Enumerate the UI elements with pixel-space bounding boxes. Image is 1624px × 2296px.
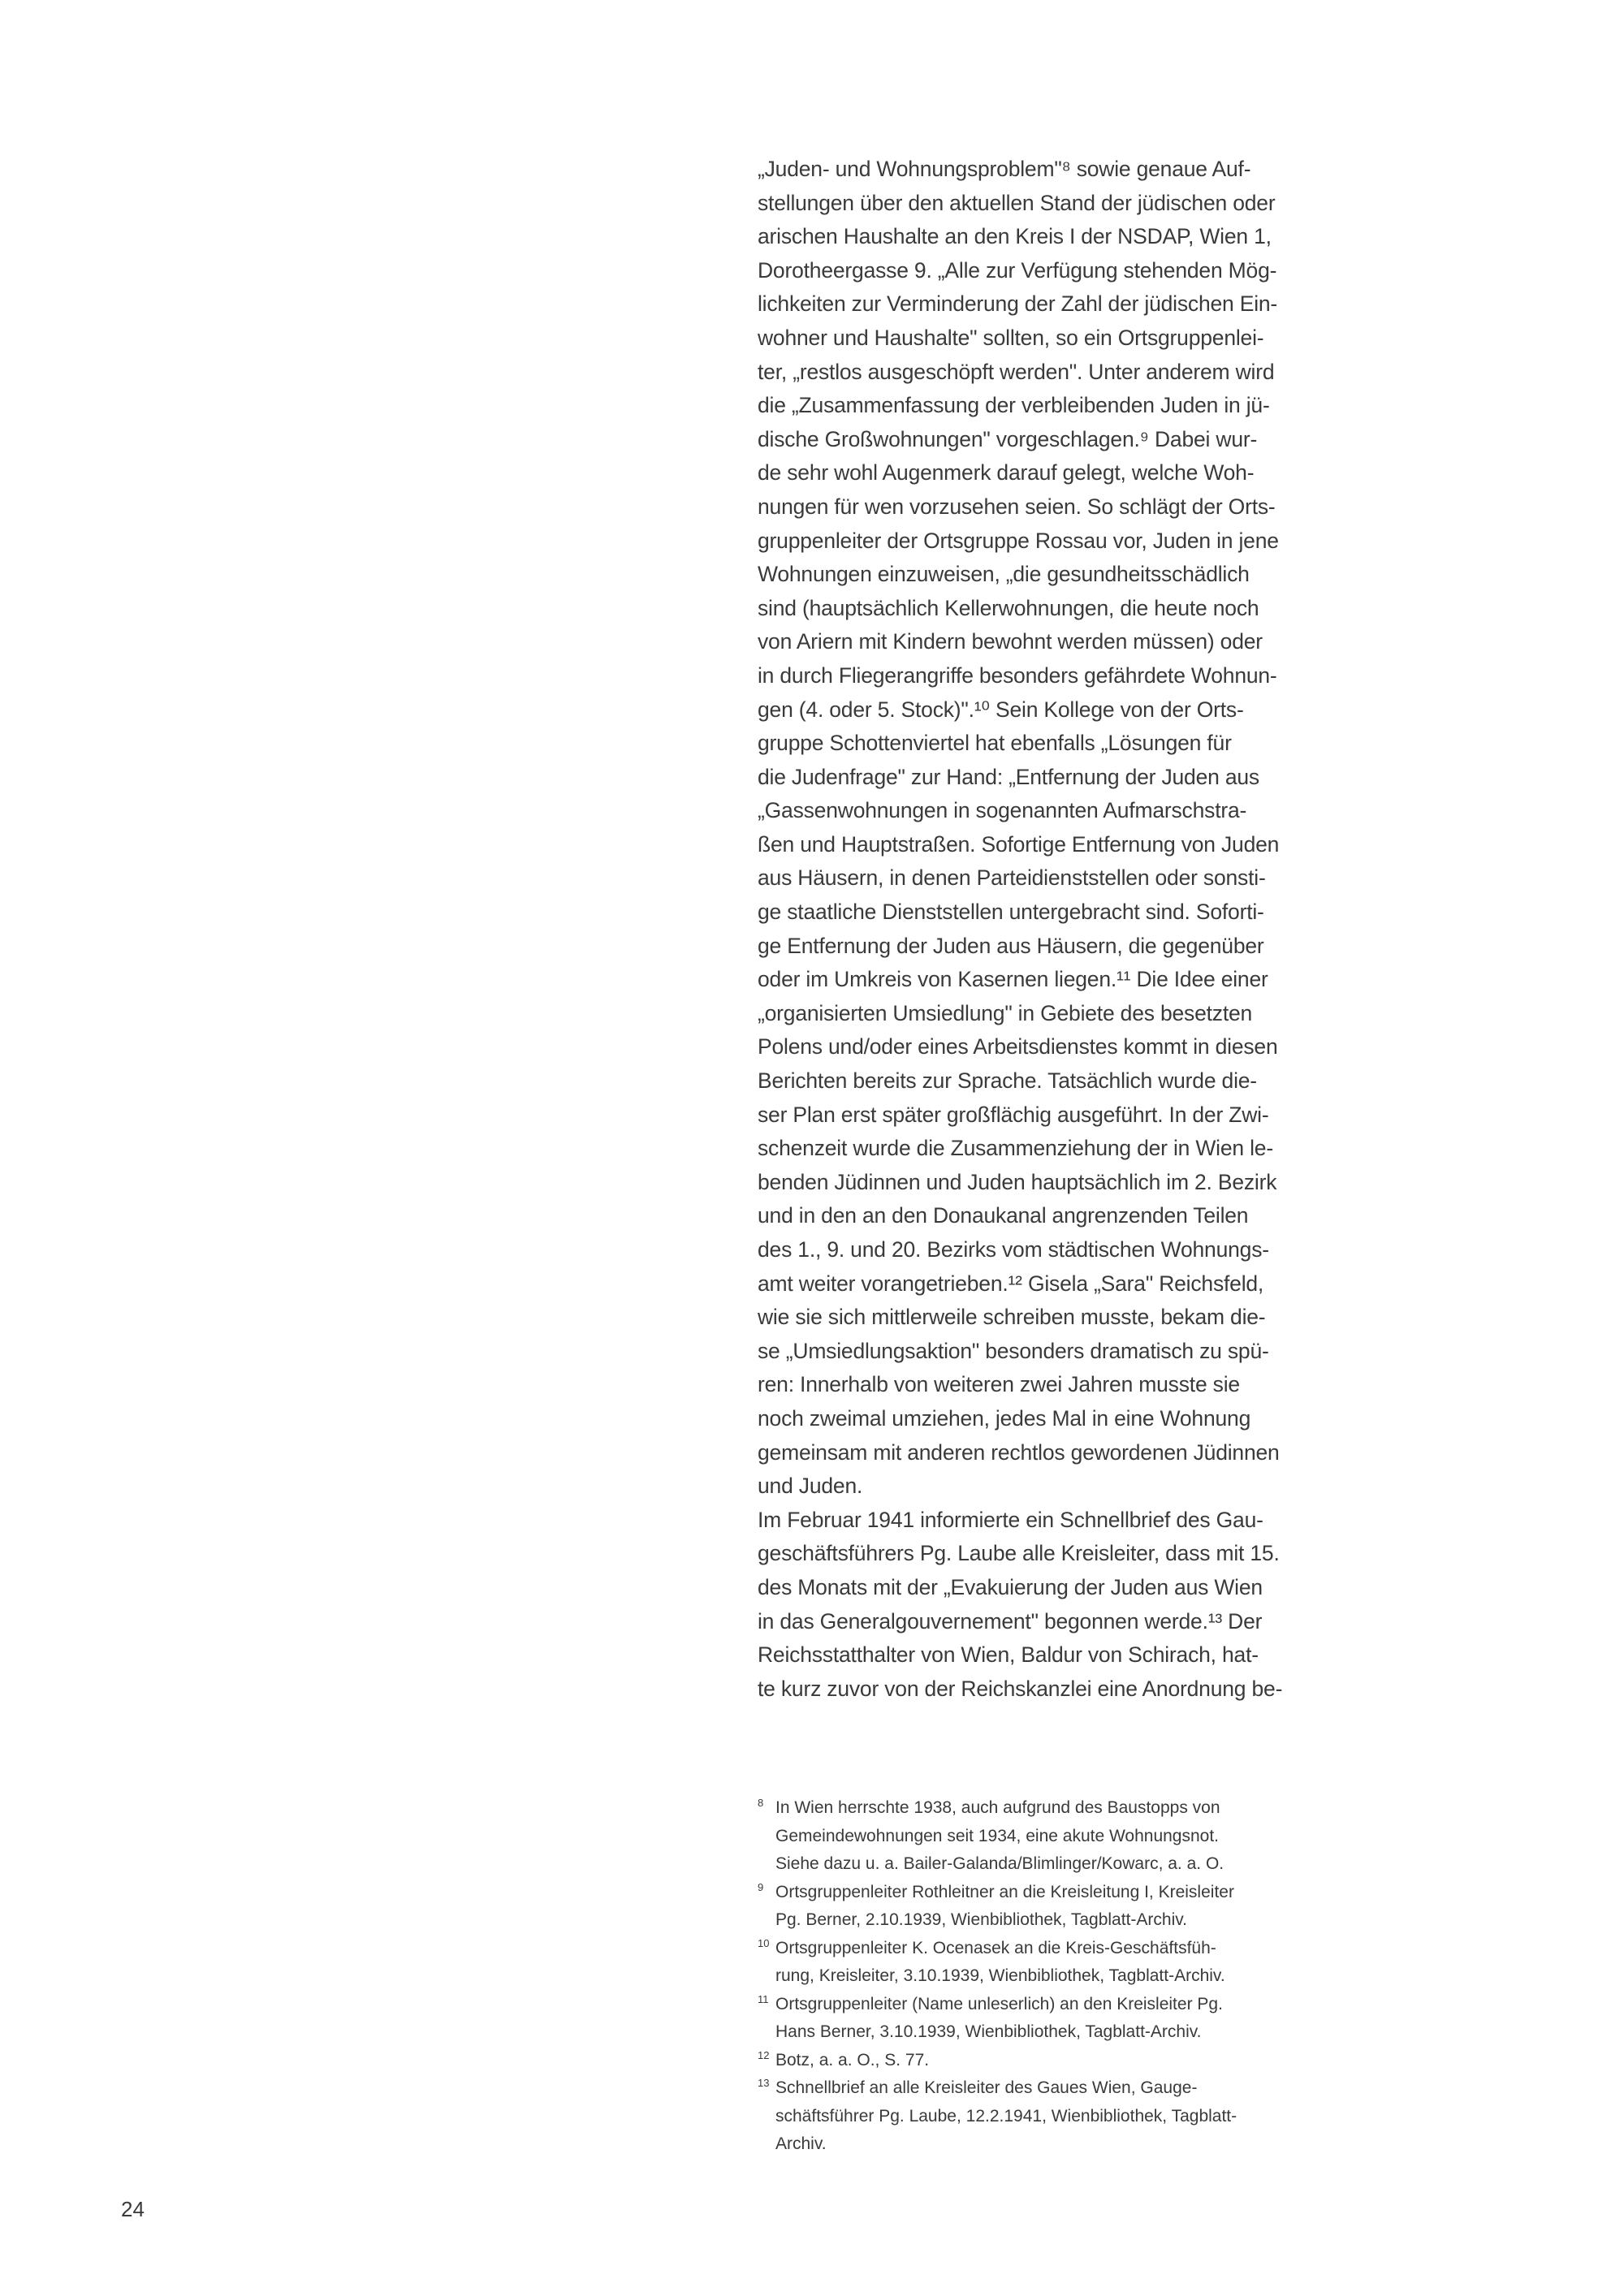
footnote-line: Pg. Berner, 2.10.1939, Wienbibliothek, Tagblatt-Archiv.: [775, 1910, 1188, 1929]
footnote-line: Ortsgruppenleiter (Name unleserlich) an den Kreisleiter Pg.: [775, 1994, 1223, 2013]
body-line: ge Entfernung der Juden aus Häusern, die gegenüber: [758, 933, 1264, 958]
body-line: de sehr wohl Augenmerk darauf gelegt, welche Woh-: [758, 460, 1255, 486]
body-line: aus Häusern, in denen Parteidienststellen oder sonsti-: [758, 865, 1266, 891]
body-line: „organisierten Umsiedlung" in Gebiete des besetzten: [758, 1000, 1253, 1025]
footnote: [758, 1879, 1326, 1935]
body-line: sind (hauptsächlich Kellerwohnungen, die heute noch: [758, 595, 1259, 620]
footnote: [758, 2074, 1326, 2159]
body-line: „Gassenwohnungen in sogenannten Aufmarschstra-: [758, 798, 1247, 823]
body-line: Dorotheergasse 9. „Alle zur Verfügung stehenden Mög-: [758, 257, 1277, 283]
body-line: wie sie sich mittlerweile schreiben musste, bekam die-: [758, 1305, 1266, 1330]
body-text: [758, 153, 1326, 1706]
footnote-line: Archiv.: [775, 2134, 827, 2153]
body-line: in durch Fliegerangriffe besonders gefährdete Wohnun-: [758, 662, 1277, 688]
body-line: wohner und Haushalte" sollten, so ein Ortsgruppenlei-: [758, 325, 1264, 350]
body-line: gruppenleiter der Ortsgruppe Rossau vor, Juden in jene: [758, 528, 1279, 553]
footnote-line: Siehe dazu u. a. Bailer-Galanda/Blimlinger/Kowarc, a. a. O.: [775, 1854, 1224, 1873]
body-line: oder im Umkreis von Kasernen liegen.¹¹ Die Idee einer: [758, 967, 1268, 992]
body-line: und Juden.: [758, 1474, 863, 1499]
page-number: 24: [121, 2197, 145, 2221]
footnote-number: 10: [758, 1936, 770, 1949]
body-line: die „Zusammenfassung der verbleibenden Juden in jü-: [758, 393, 1270, 418]
footnote-line: Ortsgruppenleiter K. Ocenasek an die Kreis-Geschäftsfüh-: [775, 1938, 1216, 1957]
body-line: te kurz zuvor von der Reichskanzlei eine Anordnung be-: [758, 1676, 1283, 1701]
body-line: nungen für wen vorzusehen seien. So schlägt der Orts-: [758, 494, 1276, 519]
body-line: ßen und Hauptstraßen. Sofortige Entfernung von Juden: [758, 831, 1280, 857]
footnote-number: 13: [758, 2077, 770, 2089]
body-line: dische Großwohnungen" vorgeschlagen.⁹ Dabei wur-: [758, 426, 1258, 451]
body-line: ge staatliche Dienststellen untergebracht sind. Soforti-: [758, 900, 1264, 925]
footnote-line: rung, Kreisleiter, 3.10.1939, Wienbibliothek, Tagblatt-Archiv.: [775, 1966, 1225, 1985]
body-line: gemeinsam mit anderen rechtlos gewordenen Jüdinnen: [758, 1439, 1280, 1465]
body-line: noch zweimal umziehen, jedes Mal in eine Wohnung: [758, 1405, 1251, 1431]
footnote-line: Hans Berner, 3.10.1939, Wienbibliothek, Tagblatt-Archiv.: [775, 2022, 1202, 2041]
body-line: arischen Haushalte an den Kreis I der NSDAP, Wien 1,: [758, 224, 1272, 249]
body-line: gen (4. oder 5. Stock)".¹⁰ Sein Kollege von der Orts-: [758, 697, 1244, 722]
footnotes: [758, 1794, 1326, 2159]
body-line: stellungen über den aktuellen Stand der jüdischen oder: [758, 190, 1276, 215]
body-line: des 1., 9. und 20. Bezirks vom städtischen Wohnungs-: [758, 1237, 1269, 1262]
footnote: [758, 1935, 1326, 1991]
body-line: lichkeiten zur Verminderung der Zahl der jüdischen Ein-: [758, 291, 1278, 317]
footnote: [758, 1794, 1326, 1879]
body-line: Im Februar 1941 informierte ein Schnellbrief des Gau-: [758, 1507, 1263, 1532]
body-line: von Ariern mit Kindern bewohnt werden müssen) oder: [758, 629, 1263, 654]
body-line: in das Generalgouvernement" begonnen werde.¹³ Der: [758, 1608, 1263, 1634]
footnote-line: Gemeindewohnungen seit 1934, eine akute Wohnungsnot.: [775, 1826, 1220, 1845]
body-line: ter, „restlos ausgeschöpft werden". Unter anderem wird: [758, 359, 1275, 384]
footnote: [758, 1991, 1326, 2047]
footnote-number: 12: [758, 2048, 770, 2061]
body-line: gruppe Schottenviertel hat ebenfalls „Lösungen für: [758, 731, 1232, 756]
body-line: die Judenfrage" zur Hand: „Entfernung der Juden aus: [758, 764, 1259, 789]
body-line: ren: Innerhalb von weiteren zwei Jahren musste sie: [758, 1372, 1240, 1397]
body-line: „Juden- und Wohnungsproblem"⁸ sowie genaue Auf-: [758, 157, 1251, 181]
body-line: des Monats mit der „Evakuierung der Juden aus Wien: [758, 1574, 1263, 1599]
footnote-line: Ortsgruppenleiter Rothleitner an die Kreisleitung I, Kreisleiter: [775, 1882, 1234, 1901]
footnote-number: 9: [758, 1880, 764, 1893]
footnote-number: 11: [758, 1992, 769, 2005]
body-line: Wohnungen einzuweisen, „die gesundheitsschädlich: [758, 562, 1250, 587]
body-line: ser Plan erst später großflächig ausgeführt. In der Zwi-: [758, 1102, 1269, 1127]
body-line: geschäftsführers Pg. Laube alle Kreisleiter, dass mit 15.: [758, 1541, 1280, 1566]
footnote-line: Botz, a. a. O., S. 77.: [775, 2050, 930, 2069]
footnote-line: schäftsführer Pg. Laube, 12.2.1941, Wienbibliothek, Tagblatt-: [775, 2106, 1237, 2126]
body-line: Berichten bereits zur Sprache. Tatsächlich wurde die-: [758, 1068, 1257, 1094]
body-line: se „Umsiedlungsaktion" besonders dramatisch zu spü-: [758, 1338, 1269, 1363]
footnote-line: Schnellbrief an alle Kreisleiter des Gaues Wien, Gauge-: [775, 2078, 1198, 2097]
body-line: und in den an den Donaukanal angrenzenden Teilen: [758, 1203, 1249, 1228]
body-line: Reichsstatthalter von Wien, Baldur von Schirach, hat-: [758, 1642, 1259, 1668]
body-line: benden Jüdinnen und Juden hauptsächlich im 2. Bezirk: [758, 1169, 1277, 1194]
body-line: amt weiter vorangetrieben.¹² Gisela „Sara" Reichsfeld,: [758, 1271, 1264, 1296]
body-line: schenzeit wurde die Zusammenziehung der in Wien le-: [758, 1136, 1273, 1161]
body-line: Polens und/oder eines Arbeitsdienstes kommt in diesen: [758, 1034, 1278, 1060]
footnote-line: In Wien herrschte 1938, auch aufgrund des Baustopps von: [775, 1798, 1220, 1817]
footnote: [758, 2047, 1326, 2075]
footnote-number: 8: [758, 1797, 764, 1809]
